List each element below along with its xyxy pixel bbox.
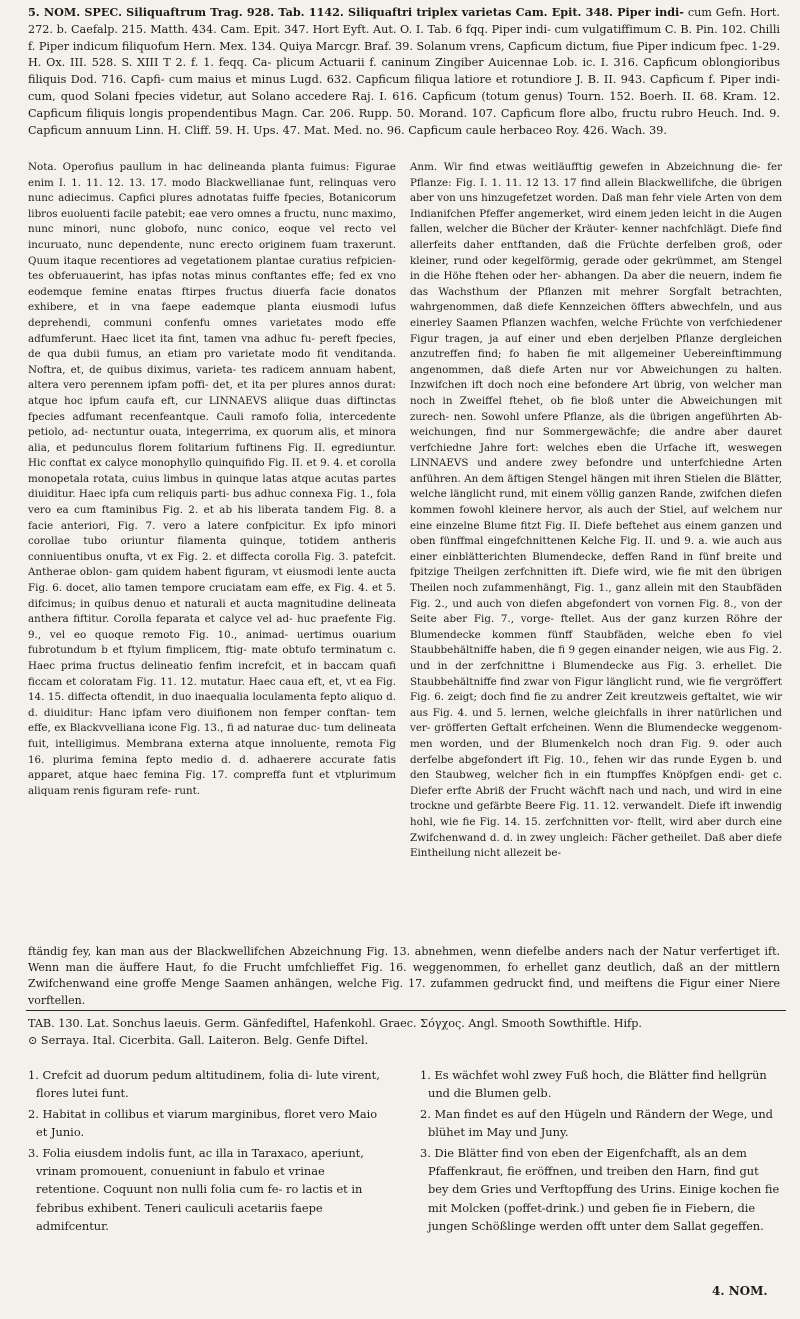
latin-note-column: Nota. Operofius paullum in hac delineanda planta fuimus: Figurae enim I. 1. 11. 12. 13. 17. modo Blackwellianae funt, relinquas vero nunc adiecimus. Capfici plures adnotatas fuiffe fpecies, Botanicorum libros euoluenti facile patebit; eae vero omnes a fructu, nunc maximo, nunc minori, nunc globofo, nunc conico, eoque vel recto vel incuruato, nunc dependente, nunc erecto originem fuam traxerunt. Quum itaque recentiores ad vegetationem plantae curatius refpicien- tes obferuauerint, has ipfas notas minus conftantes effe; fed ex vno eodemque femine enatas ftirpes fructus diuerfa facie donatos exhibere, et in vna faepe eademque planta eiusmodi lufus deprehendi, communi confenfu omnes varietates modo effe adfumferunt. Haec licet ita fint, tamen vna adhuc fu- pereft fpecies, de qua dubii fumus, an etiam pro varietate modo fit venditanda. Noftra, et, de quibus diximus, varieta- tes radicem annuam habent, altera vero perennem ipfam poffi- det, et ita per plures annos durat: atque hoc ipfum caufa eft, cur LINNAEVS aliique duas diftinctas fpecies adfumant recenfeantque. Cauli ramofo folia, intercedente petiolo, ad- nectuntur ouata, integerrima, ex quorum alis, et minora alia, et pedunculus florem folitarium fuftinens Fig. II. egrediuntur. Hic conftat ex calyce monophyllo quinquifido Fig. II. et 9. 4. et corolla monopetala rotata, cuius limbus in quinque latas atque acutas partes diuiditur. Haec ipfa cum reliquis parti- bus adhuc connexa Fig. 1., fola vero ea cum ftaminibus Fig. 2. et ab his liberata tandem Fig. 8. a facie anteriori, Fig. 7. vero a latere confpicitur. Ex ipfo minori corollae tubo oriuntur filamenta quinque, totidem antheris conniuentibus onufta, vt ex Fig. 2. et diffecta corolla Fig. 3. patefcit. Antherae oblon- gam quidem habent figuram, vt eiusmodi lente aucta Fig. 6. docet, alio tamen tempore cruciatam eam effe, ex Fig. 4. et 5. difcimus; in quibus denuo et naturali et aucta magnitudine delineata anthera fiftitur. Corolla feparata et calyce vel ad- huc praefente Fig. 9., vel eo quoque remoto Fig. 10., animad- uertimus ouarium fubrotundum b et ftylum fimplicem, ftig- mate obtufo terminatum c. Haec prima fructus delineatio fenfim increfcit, et in baccam quafi ficcam et coloratam Fig. 11. 12. mutatur. Haec caua eft, et, vt ea Fig. 14. 15. diffecta oftendit, in duo inaequalia loculamenta fepto aliquo d. d. diuiditur: Hanc ipfam vero diuifionem non femper conftan- tem effe, ex Blackvvelliana icone Fig. 13., fi ad naturae duc- tum delineata fuit, intelligimus. Membrana externa atque innoluente, remota Fig 16. plurima femina fepto medio d. d. adhaerere accurate fatis apparet, atque haec femina Fig. 17. compreffa funt et vtplurimum aliquam renis figuram refe- runt. [28,161,396,797]
latin-points [28,1066,386,1238]
german-point-1: 1. Es wächfet wohl zwey Fuß hoch, die Blätter find hellgrün und die Blumen gelb. [420,1068,767,1101]
section-heading: 5. NOM. SPEC. Siliquaftrum Trag. 928. Tab. 1142. Siliquaftri triplex varietas Cam. Epit. 348. Piper indi- [28,5,684,19]
german-note-continuation: ftändig fey, kan man aus der Blackwellifchen Abzeichnung Fig. 13. abnehmen, wenn diefelbe anders nach der Natur verfertiget ift. Wenn man die äuffere Haut, fo die Frucht umfchlieffet Fig. 16. weggenommen, fo erhellet ganz deutlich, daß an der mittlern Zwifchenwand eine groffe Menge Saamen anhängen, welche Fig. 17. zufammen gedruckt find, und meiftens die Figur einer Niere vorftellen. [28,945,780,1007]
german-point-2: 2. Man findet es auf den Hügeln und Rändern der Wege, und blühet im May und Juny. [420,1106,773,1140]
latin-point-2: 2. Habitat in collibus et viarum marginibus, floret vero Maio et Junio. [28,1106,378,1140]
plate-130-names-continued: ⊙ Serraya. Ital. Cicerbita. Gall. Laiteron. Belg. Genfe Diftel. [28,1033,369,1047]
plate-130-heading [28,1016,780,1050]
section-divider [26,1010,786,1011]
plate-130-names: TAB. 130. Lat. Sonchus laeuis. Germ. Gänfediftel, Hafenkohl. Graec. Σόγχος. Angl. Smooth Sowthiftle. Hifp. [28,1017,642,1030]
latin-point-1: 1. Crefcit ad duorum pedum altitudinem, folia di- lute virent, flores lutei funt. [28,1068,380,1101]
latin-point-3: 3. Folia eiusdem indolis funt, ac illa in Taraxaco, aperiunt, vrinam promouent, conueniunt in fabulo et vrinae retentione. Coquunt non nulli folia cum fe- ro lactis et in febribus exhibent. Teneri cauliculi acetariis faepe admifcentur. [28,1145,364,1234]
synonymy-text: cum Gefn. Hort. 272. b. Caefalp. 215. Matth. 434. Cam. Epit. 347. Hort Eyft. Aut. O. I. Tab. 6 fqq. Piper indi- cum vulgatiffimum C. B. Pin. 102. Chilli f. Piper indicum filiquofum Hern. Mex. 134. Quiya Marcgr. Braf. 39. Solanum vrens, Capficum dictum, fiue Piper indicum fpec. 1-29. H. Ox. III. 528. S. XIII T 2. f. 1. feqq. Ca- plicum Actuarii f. caninum Zingiber Auicennae Lob. ic. I. 316. Capficum oblongioribus filiquis Dod. 716. Capfi- cum maius et minus Lugd. 632. Capficum filiqua latiore et rotundiore J. B. II. 943. Capficum f. Piper indi- cum, quod Solani fpecies videtur, aut Solano accedere Raj. I. 616. Capficum (totum genus) Tourn. 152. Boerh. II. 68. Kram. 12. Capficum filiquis longis propendentibus Magn. Car. 206. Rupp. 50. Morand. 107. Capficum flore albo, fructu rubro Heuch. Ind. 9. Capficum annuum Linn. H. Cliff. 59. H. Ups. 47. Mat. Med. no. 96. Capficum caule herbaceo Roy. 426. Wach. 39. [28,6,780,137]
catchword: 4. NOM. [712,1284,768,1298]
species-synonymy [28,4,780,139]
german-points [420,1066,782,1238]
german-note-column: Anm. Wir find etwas weitläufftig gewefen in Abzeichnung die- fer Pflanze: Fig. I. 1. 11. 12 13. 17 find allein Blackwellifche, die übrigen aber von uns hinzugefetzet worden. Daß man fehr viele Arten von dem Indianifchen Pfeffer angemerket, wird einem jeden leicht in die Augen fallen, welcher die Bücher der Kräuter- kenner nachfchlägt. Diefe find allerfeits daher entftanden, daß die Früchte derfelben groß, oder kleiner, rund oder kegelförmig, gerade oder gekrümmet, am Stengel in die Höhe ftehen oder her- abhangen. Da aber die neuern, indem fie das Wachsthum der Pflanzen mit mehrer Sorgfalt betrachten, wahrgenommen, daß diefe Kennzeichen öffters abwechfeln, und aus einerley Saamen Pflanzen wachfen, welche Früchte von verfchiedener Figur tragen, ja auf einer und eben derjelben Pflanze dergleichen anzutreffen find; fo haben fie mit allgemeiner Uebereinftimmung angenommen, daß diefe Arten nur vor Abweichungen zu halten. Inzwifchen ift doch noch eine befondere Art übrig, von welcher man noch in Zweiffel ftehet, ob fie bloß unter die Abweichungen mit zurech- nen. Sowohl unfere Pflanze, als die übrigen angeführten Ab- weichungen, find nur Sommergewächfe; die andre aber dauret verfchiedne Jahre fort: welches eben die Urfache ift, weswegen LINNAEVS und andere zwey befondre und unterfchiedne Arten anführen. An dem äftigen Stengel hängen mit ihren Stielen die Blätter, welche länglicht rund, mit einem völlig ganzen Rande, zwifchen diefen kommen fowohl kleinere hervor, als auch der Stiel, auf welchem nur eine einzelne Blume fitzt Fig. II. Diefe beftehet aus einem ganzen und oben fünffmal eingefchnittenen Kelche Fig. II. und 9. a. wie auch aus einer einblätterichten Blumendecke, deffen Rand in fünf breite und fpitzige Theilgen zerfchnitten ift. Diefe wird, wie fie mit den übrigen Theilen noch zufammenhängt, Fig. 1., ganz allein mit den Staubfäden Fig. 2., und auch von diefen abgefondert von vornen Fig. 8., von der Seite aber Fig. 7., vorge- ftellet. Aus der ganz kurzen Röhre der Blumendecke kommen fünff Staubfäden, welche eben fo viel Staubbehältniffe haben, die fi 9 gegen einander neigen, wie aus Fig. 2. und in der zerfchnittne i Blumendecke aus Fig. 3. erhellet. Die Staubbehältniffe find zwar von Figur länglicht rund, wie fie vergröffert Fig. 6. zeigt; doch find fie zu andrer Zeit kreutzweis geftaltet, wie wir aus Fig. 4. und 5. lernen, welche gleichfalls in ihrer natürlichen und ver- gröfferten Geftalt erfcheinen. Wenn die Blumendecke weggenom- men worden, und der Blumenkelch noch dran Fig. 9. oder auch derfelbe abgefondert ift Fig. 10., fehen wir das runde Eygen b. und den Staubweg, welcher fich in ein ftumpffes Knöpfgen endi- get c. Diefer erfte Abriß der Frucht wächft nach und nach, und wird in eine trockne und gefärbte Beere Fig. 11. 12. verwandelt. Diefe ift inwendig hohl, wie fie Fig. 14. 15. zerfchnitten vor- ftellt, wird aber durch eine Zwifchenwand d. d. in zwey ungleich: Fächer getheilet. Daß aber diefe Eintheilung nicht allezeit be- [410,161,782,860]
german-point-3: 3. Die Blätter find von eben der Eigenfchafft, als an dem Pfaffenkraut, fie eröffnen, und treiben den Harn, find gut bey dem Gries und Verftopffung des Urins. Einige kochen fie mit Molcken (poffet-drink.) und geben fie in Fiebern, die jungen Schößlinge werden offt unter dem Sallat gegeffen. [420,1145,780,1234]
